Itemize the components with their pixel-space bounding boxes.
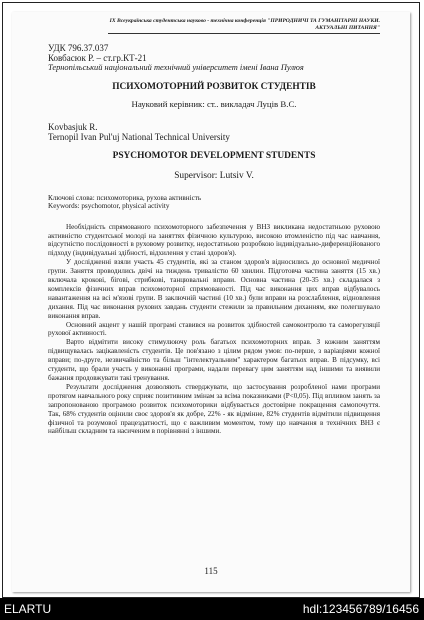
conference-line-2: АКТУАЛЬНІ ПИТАННЯ" xyxy=(315,24,380,31)
title-en: PSYCHOMOTOR DEVELOPMENT STUDENTS xyxy=(112,151,316,162)
paragraph: Результати дослідження дозволяють стверджувати, що застосування розробленої нами програми протягом навчального року сприяє позитивним змінам за всіма показниками (P<0,05). Під впливом занять за запропонованою програмою розвиток психомоторики відбувається достовірне покращення самопочуття. Так, 68% студентів оцінили своє здоров'я як добре, 22% - як відмінне, 82% студентів відмітили підвищення фізичної та розумової працездатності, що є важливим моментом, тому що навчання в технічних ВНЗ є найбільш складним та насиченим в порівнянні з іншими. xyxy=(48,382,380,436)
conference-line-1: IX Всеукраїнська студентська науково - технічна конференція "ПРИРОДНИЧІ ТА ГУМАНІТАРНІ НАУКИ. xyxy=(109,18,380,24)
supervisor-ua: Науковий керівник: ст.. викладач Луців В.С. xyxy=(131,99,297,110)
author-en: Kovbasjuk R. xyxy=(48,122,98,133)
page-content xyxy=(48,18,380,436)
keywords-en: Keywords: psychomotor, physical activity xyxy=(48,202,170,211)
paragraph: Необхідність спрямованого психомоторного забезпечення у ВНЗ викликана недостатньою руховою активністю студентської молоді на заняттях фізичною культурою, високою втомленістю під час навчання, відсутністю послідовності в руховому розвитку, недостатньою розробкою індивідуально-диференційованого підходу (індивідуальні здібності, відхилення у стані здоров'я). xyxy=(48,222,380,258)
affiliation-en: Ternopil Ivan Pul'uj National Technical University xyxy=(48,132,230,143)
affiliation-ua: Тернопільський національний технічний університет імені Івана Пулюя xyxy=(48,63,304,73)
paragraph: У дослідженні взяли участь 45 студентів, які за станом здоров'я відносились до основної медичної групи. Заняття проводились двічі на тиждень тривалістю 60 хвилин. Підготовча частина заняття (15 хв.) включала крокові, бігові, стрибкові, танцювальні вправи. Основна частина (20-35 хв.) складалася з комплексів фізичних вправ психомоторної спрямованості. Під час виконання цих вправ відбувалось навантаження на всі м'язові групи. В заключній частині (10 хв.) були вправи на розслаблення, відновлення дихання. Під час виконання рухових завдань студенти стежили за правильним диханням, яке полегшувало виконання вправ. xyxy=(48,258,380,320)
footer-handle[interactable]: hdl:123456789/16456 xyxy=(302,602,419,616)
page-number: 115 xyxy=(204,566,218,576)
conference-header xyxy=(108,18,380,34)
paragraph: Основний акцент у нашій програмі ставився на розвиток здібностей самоконтролю та саморегуляції рухової активності. xyxy=(48,320,380,338)
body-text xyxy=(48,223,380,437)
author-ua: Ковбасюк Р. – ст.гр.КТ-21 xyxy=(48,53,147,64)
paper-page xyxy=(12,12,410,592)
keywords-ua: Ключові слова: психомоторика, рухова активність xyxy=(48,194,202,203)
footer-repository-name: ELARTU xyxy=(4,602,52,616)
supervisor-en: Supervisor: Lutsiv V. xyxy=(174,171,254,182)
udk-code: УДК 796.37.037 xyxy=(48,43,109,54)
title-ua: ПСИХОМОТОРНИЙ РОЗВИТОК СТУДЕНТІВ xyxy=(112,82,316,93)
paragraph: Варто відмітити високу стимулюючу роль багатьох психомоторних вправ. З кожним заняттям підвищувалась зацікавленість студентів. Це пов'язано з цілим рядом умов: по-перше, з варіаціями кожної вправи; по-друге, незвичайністю та більш "інтелектуальним" характером багатьох вправ. В підсумку, всі студенти, що брали участь у виконанні програми, надали перевагу цим заняттям над іншими та виявили бажання продовжувати такі тренування. xyxy=(48,338,380,382)
repository-footer xyxy=(0,598,424,620)
